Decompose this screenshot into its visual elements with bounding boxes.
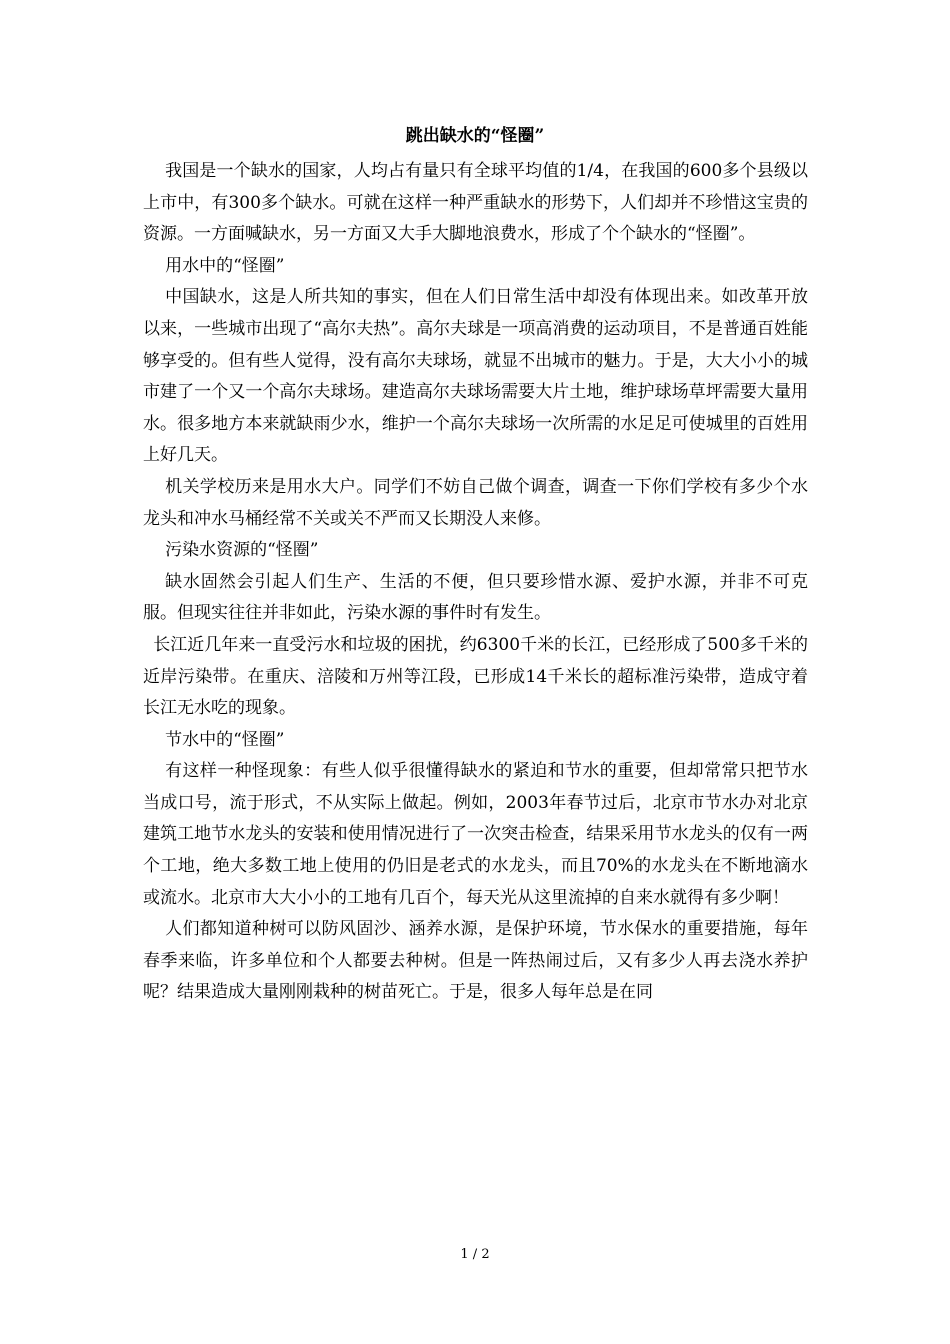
section-heading-saving: 节水中的“怪圈” [165,729,285,750]
page-number: 1 / 2 [460,1247,490,1262]
section-heading-pollution: 污染水资源的“怪圈” [165,540,319,561]
document-body [143,156,808,1009]
paragraph-beijing: 有这样一种怪现象：有些人似乎很懂得缺水的紧迫和节水的重要，但却常常只把节水当成口号，流于形式，不从实际上做起。例如，2003年春节过后，北京市节水办对北京建筑工地节水龙头的安装和使用情况进行了一次突击检查，结果采用节水龙头的仅有一两个工地，绝大多数工地上使用的仍旧是老式的水龙头，而且70%的水龙头在不断地滴水或流水。北京市大大小小的工地有几百个，每天光从这里流掉的自来水就得有多少啊！ [143,761,808,908]
paragraph-yangtze: 长江近几年来一直受污水和垃圾的困扰，约6300千米的长江，已经形成了500多千米的近岸污染带。在重庆、涪陵和万州等江段，已形成14千米长的超标准污染带，造成守着长江无水吃的现象。 [143,634,808,719]
paragraph-pollution-intro: 缺水固然会引起人们生产、生活的不便，但只要珍惜水源、爱护水源，并非不可克服。但现实往往并非如此，污染水源的事件时有发生。 [143,571,808,624]
section-heading-water-use: 用水中的“怪圈” [165,255,285,276]
paragraph-trees: 人们都知道种树可以防风固沙、涵养水源，是保护环境，节水保水的重要措施，每年春季来临，许多单位和个人都要去种树。但是一阵热闹过后，又有多少人再去浇水养护呢？结果造成大量刚刚栽种的树苗死亡。于是，很多人每年总是在同 [143,919,808,1003]
paragraph-schools: 机关学校历来是用水大户。同学们不妨自己做个调查，调查一下你们学校有多少个水龙头和冲水马桶经常不关或关不严而又长期没人来修。 [143,476,808,529]
paragraph-intro: 我国是一个缺水的国家，人均占有量只有全球平均值的1/4，在我国的600多个县级以上市中，有300多个缺水。可就在这样一种严重缺水的形势下，人们却并不珍惜这宝贵的资源。一方面喊缺水，另一方面又大手大脚地浪费水，形成了个个缺水的“怪圈”。 [143,161,808,245]
paragraph-golf: 中国缺水，这是人所共知的事实，但在人们日常生活中却没有体现出来。如改革开放以来，一些城市出现了“高尔夫热”。高尔夫球是一项高消费的运动项目，不是普通百姓能够享受的。但有些人觉得，没有高尔夫球场，就显不出城市的魅力。于是，大大小小的城市建了一个又一个高尔夫球场。建造高尔夫球场需要大片土地，维护球场草坪需要大量用水。很多地方本来就缺雨少水，维护一个高尔夫球场一次所需的水足足可使城里的百姓用上好几天。 [143,287,808,466]
document-title: 跳出缺水的“怪圈” [405,126,545,146]
